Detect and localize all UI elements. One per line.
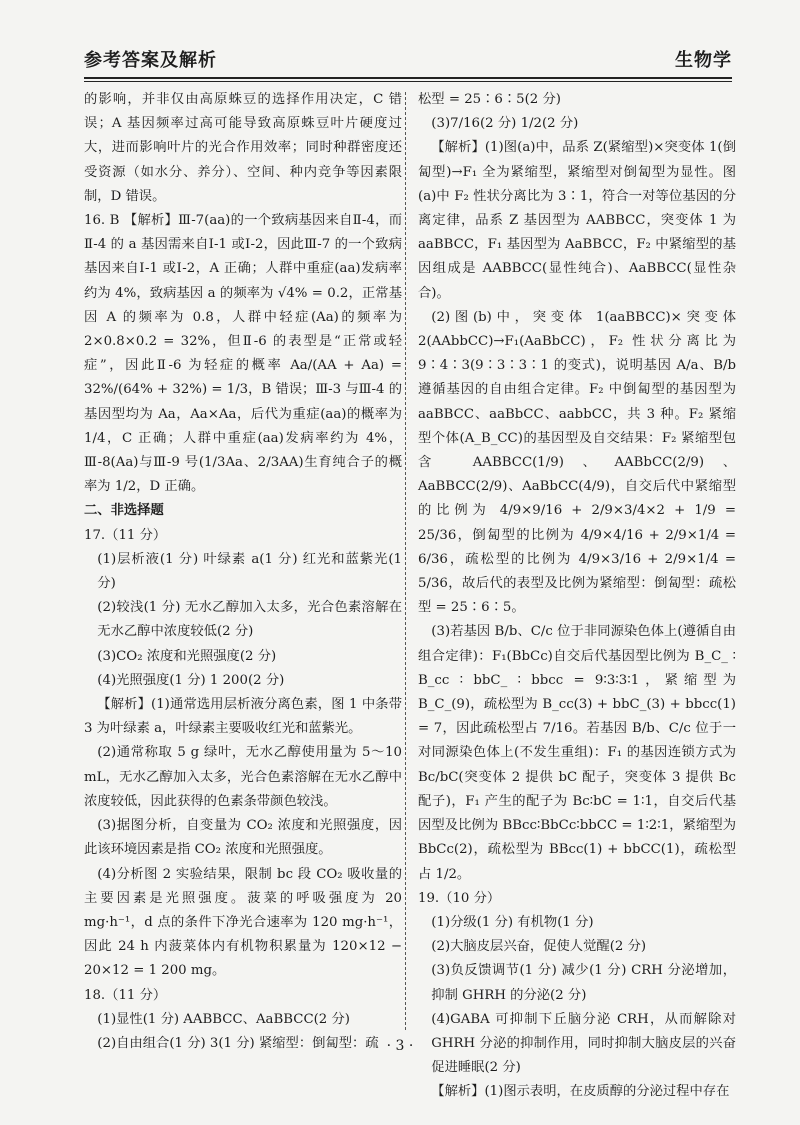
page-number: · 3 · [386,1038,414,1054]
analysis-paragraph: (3)据图分析，自变量为 CO₂ 浓度和光照强度，因此该环境因素是指 CO₂ 浓度和光照强度。 [84,818,402,858]
answer-line: (3)CO₂ 浓度和光照强度(2 分) [97,648,277,664]
question-heading: 18.（11 分） [84,987,167,1003]
answer-line: (3)负反馈调节(1 分) 减少(1 分) CRH 分泌增加，抑制 GHRH 的分泌(2 分) [431,963,736,1003]
analysis-paragraph: (4)分析图 2 实验结果，限制 bc 段 CO₂ 吸收量的主要因素是光照强度。菠菜的呼吸强度为 20 mg·h⁻¹，d 点的条件下净光合速率为 120 mg·h⁻¹，因此 24 h 内菠菜体内有机物积累量为 120×12 − 20×12 = 1 200 mg。 [84,866,402,979]
left-column [84,88,402,1056]
question-heading: 17.（11 分） [84,527,167,543]
analysis-paragraph: 【解析】(1)图(a)中，品系 Z(紧缩型)×突变体 1(倒匐型)→F₁ 全为紧缩型，紧缩型对倒匐型为显性。图(a)中 F₂ 性状分离比为 3∶1，符合一对等位基因的分离定律，品系 Z 基因型为 AABBCC，突变体 1 为 aaBBCC，F₁ 基因型为 AaBBCC，F₂ 中紧缩型的基因组成是 AABBCC(显性纯合)、AaBBCC(显性杂合)。 [418,140,736,301]
header-rule-thick [84,77,732,79]
paragraph: 的影响，并非仅由高原蛛豆的选择作用决定，C 错误；A 基因频率过高可能导致高原蛛豆叶片硬度过大，进而影响叶片的光合作用效率；同时种群密度还受资源（如水分、养分）、空间、种内竞争等因素限制，D 错误。 [84,92,402,204]
paragraph: 16. B 【解析】Ⅲ-7(aa)的一个致病基因来自Ⅱ-4，而Ⅱ-4 的 a 基因需来自Ⅰ-1 或Ⅰ-2，因此Ⅲ-7 的一个致病基因来自Ⅰ-1 或Ⅰ-2，A 正确；人群中重症(aa)发病率约为 4%，致病基因 a 的频率为 √4% = 0.2，正常基因 A 的频率为 0.8，人群中轻症(Aa)的频率为 2×0.8×0.2 = 32%，但Ⅱ-6 的表型是“正常或轻症”，因此Ⅱ-6 为轻症的概率 Aa/(AA + Aa) = 32%/(64% + 32%) = 1/3，B 错误；Ⅲ-3 与Ⅲ-4 的基因型均为 Aa，Aa×Aa，后代为重症(aa)的概率为 1/4，C 正确；人群中重症(aa)发病率约为 4%，Ⅲ-8(Aa)与Ⅲ-9 号(1/3Aa、2/3AA)生育纯合子的概率为 1/2，D 正确。 [84,213,402,495]
header-right-title: 生物学 [675,50,732,71]
analysis-paragraph: (3)若基因 B/b、C/c 位于非同源染色体上(遵循自由组合定律)：F₁(BbCc)自交后代基因型比例为 B_C_ ∶ B_cc ∶ bbC_ ∶ bbcc = 9∶3∶3∶1，紧缩型为 B_C_(9)，疏松型为 B_cc(3) + bbC_(3) + bbcc(1) = 7，因此疏松型占 7/16。若基因 B/b、C/c 位于一对同源染色体上(不发生重组)：F₁ 的基因连锁方式为 Bc/bC(突变体 2 提供 bC 配子，突变体 3 提供 Bc 配子)，F₁ 产生的配子为 Bc∶bC = 1∶1，自交后代基因型及比例为 BBcc∶BbCc∶bbCC = 1∶2∶1，紧缩型为 BbCc(2)，疏松型为 BBcc(1) + bbCC(1)，疏松型占 1/2。 [418,624,736,882]
header-left-title: 参考答案及解析 [84,50,217,71]
section-heading: 二、非选择题 [84,503,164,519]
column-divider [405,92,406,1030]
answer-line: (4)光照强度(1 分) 1 200(2 分) [97,672,285,688]
question-heading: 19.（10 分） [418,890,501,906]
analysis-paragraph: 【解析】(1)图示表明，在皮质醇的分泌过程中存在 [431,1084,730,1100]
answer-line: (1)显性(1 分) AABBCC、AaBBCC(2 分) [97,1011,350,1027]
header-rule-thin [84,81,732,82]
answer-line: 松型 = 25∶6∶5(2 分) [418,92,561,107]
analysis-paragraph: (2)图(b)中，突变体 1(aaBBCC)×突变体 2(AAbbCC)→F₁(AaBbCC)，F₂ 性状分离比为 9∶4∶3(9∶3∶3∶1 的变式)，说明基因 A/a、B/b 遵循基因的自由组合定律。F₂ 中倒匐型的基因型为 aaBBCC、aaBbCC、aabbCC，共 3 种。F₂ 紧缩型个体(A_B_CC)的基因型及自交结果：F₂ 紧缩型包含 AABBCC(1/9)、AABbCC(2/9)、AaBBCC(2/9)、AaBbCC(4/9)，自交后代中紧缩型的比例为 4/9×9/16 + 2/9×3/4×2 + 1/9 = 25/36，倒匐型的比例为 4/9×4/16 + 2/9×1/4 = 6/36，疏松型的比例为 4/9×3/16 + 2/9×1/4 = 5/36，故后代的表型及比例为紧缩型：倒匐型：疏松型 = 25∶6∶5。 [418,309,736,616]
answer-line: (1)分级(1 分) 有机物(1 分) [431,914,594,930]
analysis-paragraph: 【解析】(1)通常选用层析液分离色素，图 1 中条带 3 为叶绿素 a，叶绿素主要吸收红光和蓝紫光。 [84,697,402,737]
analysis-paragraph: (2)通常称取 5 g 绿叶，无水乙醇使用量为 5～10 mL，无水乙醇加入太多，光合色素溶解在无水乙醇中浓度较低，因此获得的色素条带颜色较浅。 [84,745,402,809]
page-header [84,46,732,72]
answer-line: (2)自由组合(1 分) 3(1 分) 紧缩型：倒匐型：疏 [97,1035,379,1051]
answer-line: (3)7/16(2 分) 1/2(2 分) [431,116,579,132]
answer-line: (2)较浅(1 分) 无水乙醇加入太多，光合色素溶解在无水乙醇中浓度较低(2 分) [97,600,402,640]
answer-line: (2)大脑皮层兴奋，促使人觉醒(2 分) [431,939,647,955]
answer-line: (4)GABA 可抑制下丘脑分泌 CRH，从而解除对 GHRH 分泌的抑制作用，同时抑制大脑皮层的兴奋促进睡眠(2 分) [431,1011,736,1076]
answer-line: (1)层析液(1 分) 叶绿素 a(1 分) 红光和蓝紫光(1 分) [97,551,402,592]
right-column [418,88,736,1105]
